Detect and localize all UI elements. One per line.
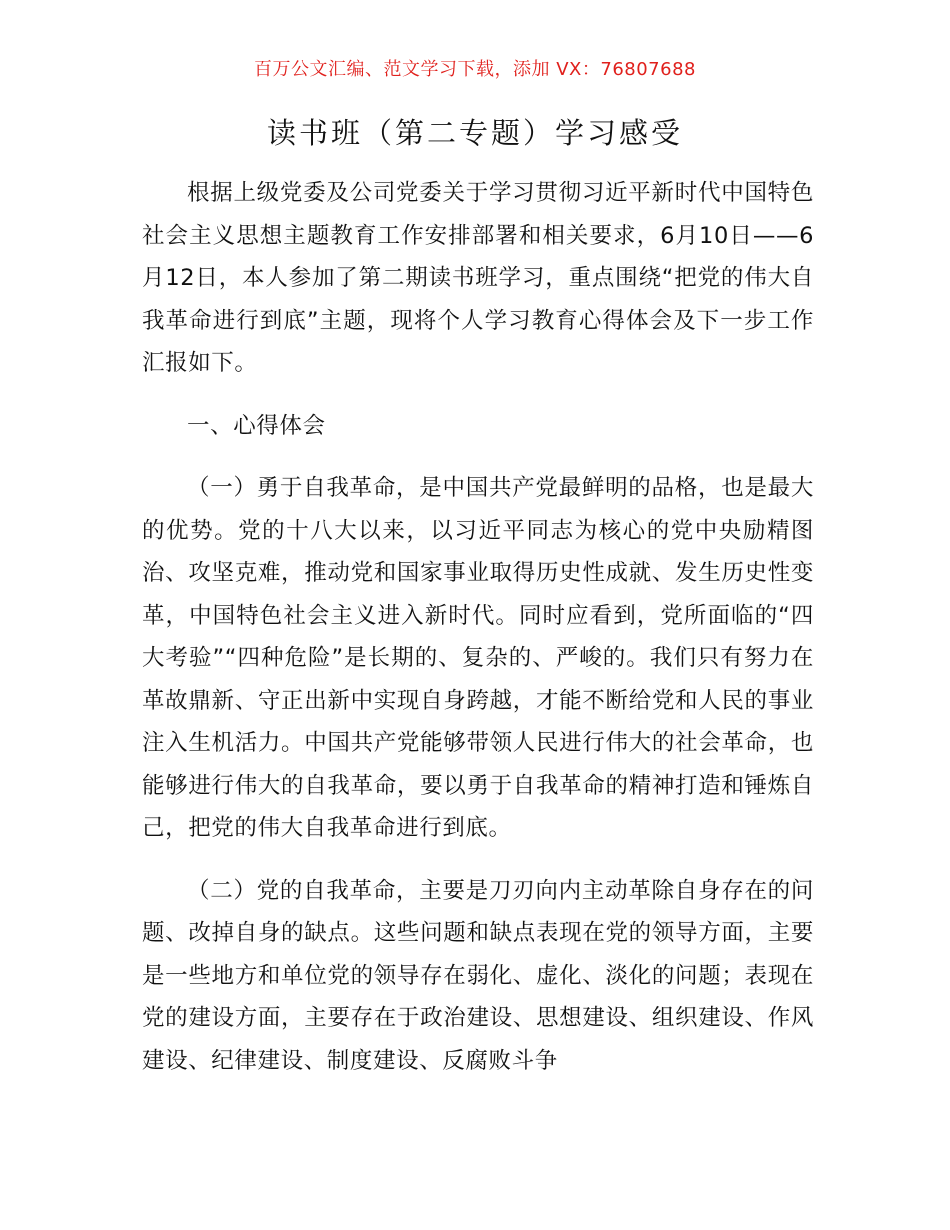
section-heading-experience: 一、心得体会: [187, 412, 326, 439]
paragraph-point-one: （一）勇于自我革命，是中国共产党最鲜明的品格，也是最大的优势。党的十八大以来，以习近平同志为核心的党中央励精图治、攻坚克难，推动党和国家事业取得历史性成就、发生历史性变革，中国特色社会主义进入新时代。同时应看到，党所面临的“四大考验”“四种危险”是长期的、复杂的、严峻的。我们只有努力在革故鼎新、守正出新中实现自身跨越，才能不断给党和人民的事业注入生机活力。中国共产党能够带领人民进行伟大的社会革命，也能够进行伟大的自我革命，要以勇于自我革命的精神打造和锤炼自己，把党的伟大自我革命进行到底。: [142, 475, 814, 841]
header-watermark-note: 百万公文汇编、范文学习下载，添加 VX：76807688: [254, 59, 696, 80]
document-body: [142, 172, 814, 1102]
paragraph-point-two: （二）党的自我革命，主要是刀刃向内主动革除自身存在的问题、改掉自身的缺点。这些问题和缺点表现在党的领导方面，主要是一些地方和单位党的领导存在弱化、虚化、淡化的问题；表现在党的建设方面，主要存在于政治建设、思想建设、组织建设、作风建设、纪律建设、制度建设、反腐败斗争: [142, 877, 814, 1074]
document-title: 读书班（第二专题）学习感受: [266, 116, 683, 150]
intro-paragraph: 根据上级党委及公司党委关于学习贯彻习近平新时代中国特色社会主义思想主题教育工作安排部署和相关要求，6月10日——6月12日，本人参加了第二期读书班学习，重点围绕“把党的伟大自我革命进行到底”主题，现将个人学习教育心得体会及下一步工作汇报如下。: [142, 180, 814, 376]
